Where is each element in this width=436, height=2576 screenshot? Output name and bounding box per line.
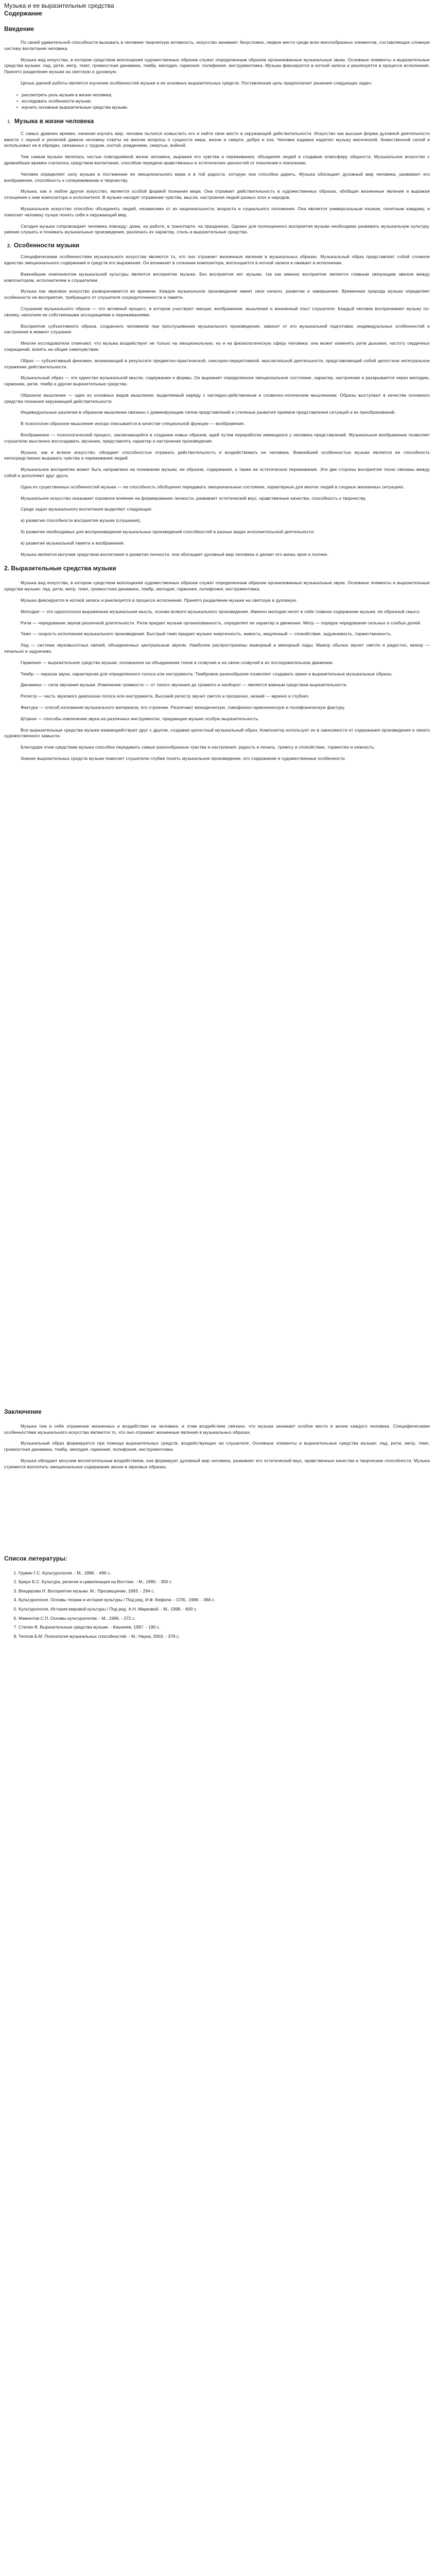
paragraph: Музыкальный образ — это единство музыкальной мысли, содержания и формы. Он выражает определенное эмоциональное состояние, характер, настроение и раскрывается через мелодию, гармонию, ритм, тембр и другие выразительные средства. xyxy=(4,375,430,387)
chapter-3 xyxy=(4,565,430,761)
paragraph: Индивидуальные различия в образном мышлении связаны с доминирующим типом представлений и степенью развития приемов представления ситуаций и их преобразований. xyxy=(21,410,396,415)
paragraph: Музыка вид искусства, в котором средством воплощения художественных образов служат определенным образом организованные музыкальные звуки. Основные элементы и выразительные средства музыки: лад, ритм, метр, темп, громкостная динамика, тембр, мелодия, гармония, полифония, инструментовка. Музыка фиксируется в нотной записи и реализуется в процессе исполнения. Принято разделение музыки на светскую и духовную. xyxy=(4,57,430,75)
references-list xyxy=(4,1570,430,1640)
paragraph: Динамика — сила звучания музыки. Изменение громкости — от тихого звучания до громкого и наоборот — является важным средством выразительности. xyxy=(21,682,347,688)
conclusion-heading: Заключение xyxy=(4,1408,42,1415)
chapter-heading xyxy=(7,117,430,125)
paragraph: Музыка является могучим средством воспитания и развития личности, она обогащает духовный мир человека и делает его жизнь ярче и полнее. xyxy=(21,551,328,557)
paragraph: Тембр — окраска звука, характерная для определенного голоса или инструмента. Тембровое разнообразие позволяет создавать яркие и выразительные музыкальные образы. xyxy=(21,671,393,676)
chapter-heading xyxy=(7,242,430,249)
paragraph: Многие исследователи отмечают, что музыка воздействует не только на эмоциональную, но и на физиологическую сферу человека: она может изменять ритм дыхания, частоту сердечных сокращений, влиять на общее самочувствие. xyxy=(4,341,430,352)
paragraph: Специфическими особенностями музыкального искусства являются то, что оно отражает жизненные явления в музыкальных образах. Музыкальный образ представляет собой сложное единство эмоционального содержания и средств его выражения. Он возникает в сознании композитора, воплощается в нотной записи и оживает в исполнении. xyxy=(4,254,430,265)
paragraph: Слушание музыкального образа — это активный процесс, в котором участвуют эмоции, воображение, мышление и жизненный опыт слушателя. Каждый человек воспринимает музыку по-своему, наполняя ее собственными ассоциациями и переживаниями. xyxy=(4,306,430,317)
paragraph: Музыкальное искусство оказывает огромное влияние на формирование личности, развивает эстетический вкус, нравственные качества, способность к творчеству. xyxy=(21,495,367,501)
blank-space xyxy=(4,767,430,1401)
reference-item: 7. Степин В. Выразительные средства музыки. - Кишинев, 1997. - 190 с. xyxy=(19,1624,430,1631)
paragraph: По своей удивительной способности вызывать в человеке творческую активность, искусство занимает, безусловно, первое место среди всех многообразных элементов, составляющих сложную систему воспитания человека. xyxy=(4,40,430,51)
paragraph: Образное мышление — один из основных видов мышления, выделяемый наряду с наглядно-действенным и словесно-логическим мышлением. Образы выступают в качестве основного средства познания окружающей действительности. xyxy=(4,392,430,404)
paragraph: Целью данной работы является изучение особенностей музыки и ее основных выразительных средств. Поставленная цель предполагает решение следующих задач: xyxy=(21,80,372,86)
reference-item: 2. Браун Б.С. Культура, религия и цивилизация на Востоке. - М., 1990. - 300 с. xyxy=(19,1579,430,1585)
intro-section xyxy=(4,40,430,110)
paragraph: Человек определяет силу музыки в постижении ее эмоционального мира и в той радости, которую она способна дарить. Музыка обогащает духовный мир человека, развивает его воображение, способность к сопереживанию и творчеству. xyxy=(4,171,430,183)
intro-heading: Введение xyxy=(4,25,34,32)
contents-heading: Содержание xyxy=(4,10,42,17)
paragraph: Мелодия — это одноголосно выраженная музыкальная мысль, основа всякого музыкального произведения. Именно мелодия несет в себе главное содержание музыки, ее образный смысл. xyxy=(21,608,421,614)
chapter-title: Особенности музыки xyxy=(13,242,80,249)
paragraph: Музыка вид искусства, в котором средством воплощения художественных образов служат определенным образом организованные музыкальные звуки. Основные элементы и выразительные средства музыки: лад, ритм, метр, темп, громкостная динамика, тембр, мелодия, гармония, полифония, инструментовка. xyxy=(4,580,430,592)
paragraph: Темп — скорость исполнения музыкального произведения. Быстрый темп придает музыке энергичность, живость, медленный — спокойствие, задумчивость, торжественность. xyxy=(21,631,392,637)
paragraph: С самых древних времен, начиная изучать мир, человек пытался осмыслить его и найти свое место в окружающей действительности. Искусство как высшая форма духовной деятельности вместе с наукой и религией давала человеку ответы на многие вопросы о сущности мира, жизни и смерти, добра и зла. Человек издавна наделял музыку магической, божественной силой и использовал ее в обрядах, связанных с трудом, охотой, рождением, смертью, войной. xyxy=(4,130,430,148)
reference-item: 3. Вендерова Н. Восприятие музыки. М.: Просвещение, 1993. - 294 с. xyxy=(19,1588,430,1595)
chapter-number: 2. xyxy=(4,565,10,572)
paragraph: Музыка, как и всякое искусство, обладает способностью отражать действительность и воздействовать на человека. Важнейшей особенностью музыки является ее способность непосредственно выражать чувства и переживания людей. xyxy=(4,449,430,461)
paragraph: Ритм — чередование звуков различной длительности. Ритм придает музыке организованность, определяет ее характер и движение. Метр — порядок чередования сильных и слабых долей. xyxy=(21,620,422,625)
paragraph: Музыкальное восприятие может быть направлено на понимание музыки, ее образов, содержания, а также на эстетическое переживание. Эти две стороны восприятия тесно связаны между собой и дополняют друг друга. xyxy=(4,467,430,479)
list-item: • исследовать особенности музыки; xyxy=(16,98,430,104)
chapter-title: Выразительные средства музыки xyxy=(11,565,116,572)
paragraph: Воображение — психологический процесс, заключающийся в создании новых образов, идей путем переработки имеющихся у человека представлений. Музыкальное воображение позволяет слушателю мысленно воссоздавать звучание, представлять характер и настроение произведения. xyxy=(4,432,430,444)
paragraph: Все выразительные средства музыки взаимодействуют друг с другом, создавая целостный музыкальный образ. Композитор использует их в зависимости от содержания произведения и своего художественного замысла. xyxy=(4,727,430,739)
paragraph: Штрихи — способы извлечения звука на различных инструментах, придающие музыке особую выразительность. xyxy=(21,716,259,721)
paragraph: Одна из существенных особенностей музыки — ее способность обобщенно передавать эмоциональные состояния, характерные для многих людей в сходных жизненных ситуациях. xyxy=(21,484,405,489)
paragraph: В психологии образное мышление иногда описывается в качестве специальной функции — воображения. xyxy=(21,421,245,427)
paragraph: Благодаря этим средствам музыка способна передавать самые разнообразные чувства и настроения: радость и печаль, тревогу и спокойствие, торжество и нежность. xyxy=(21,744,375,750)
paragraph: Фактура — способ изложения музыкального материала, его строение. Различают монодическую, гомофонно-гармоническую и полифоническую фактуру. xyxy=(21,705,345,710)
chapter-1 xyxy=(4,117,430,235)
chapter-number: 2. xyxy=(7,243,11,249)
paragraph: Музыка тем и себе отражение жизненных и воздействия на человека, и этим воздействие связано, что музыка занимает особое место в жизни каждого человека. Специфическими особенностями музыкального искусства являются то, что оно отражает жизненные явления в музыкальных образах. xyxy=(4,1423,430,1435)
paragraph: Музыка как звуковое искусство разворачивается во времени. Каждое музыкальное произведение имеет свое начало, развитие и завершение. Временная природа музыки определяет особенности ее восприятия, требующего от слушателя сосредоточенности и памяти. xyxy=(4,289,430,300)
chapter-2 xyxy=(4,242,430,557)
paragraph: Тем самым музыка являлась частью повседневной жизни человека, выражая его чувства и переживания, объединяя людей и создавая атмосферу общности. Музыкальное искусство с древнейших времен считалось средством воспитания, способом передачи нравственных и эстетических ценностей от поколения к поколению. xyxy=(4,154,430,165)
reference-item: 5. Культурология. История мировой культуры / Под ред. А.Н. Марковой. - М., 1998. - 600 с. xyxy=(19,1606,430,1613)
paragraph: Гармония — выразительное средство музыки, основанное на объединении тонов в созвучия и на связи созвучий в их последовательном движении. xyxy=(21,659,334,665)
blank-space xyxy=(4,1476,430,1548)
paragraph: Музыка обладает могучим воспитательным воздействием, она формирует духовный мир человека, развивает его эстетический вкус, нравственные качества и творческие способности. Музыка стремится воплотить эмоциональное содержание жизни в звуковых образах. xyxy=(4,1458,430,1469)
paragraph: Сегодня музыка сопровождает человека повсюду: дома, на работе, в транспорте, на праздниках. Однако для полноценного восприятия музыки необходимо развивать музыкальную культуру, умение слушать и понимать музыкальные произведения, различать их характер, стиль и выразительные средства. xyxy=(4,223,430,235)
paragraph: Образ — субъективный феномен, возникающий в результате предметно-практической, сенсорно-перцептивной, мыслительной деятельности, представляющий собой целостное интегральное отражение действительности. xyxy=(4,358,430,369)
paragraph: Музыка фиксируется в нотной записи и реализуется в процессе исполнения. Принято разделение музыки на светскую и духовную. xyxy=(21,598,298,603)
chapter-title: Музыка в жизни человека xyxy=(14,117,94,125)
paragraph: Музыкальный образ формируется при помощи выразительных средств, воздействующих на слушателя. Основные элементы и выразительные средства музыки: лад, ритм, метр, темп, громкостная динамика, тембр, мелодия, гармония, полифония, инструментовка. xyxy=(4,1440,430,1452)
list-item: б) развитие необходимых для воспроизведения музыкальных произведений способностей в разных видах исполнительской деятельности; xyxy=(21,529,315,535)
paragraph: Важнейшим компонентом музыкальной культуры является восприятие музыки. Без восприятия нет музыки, так как именно восприятие является главным связующим звеном между композитором, исполнителем и слушателем. xyxy=(4,271,430,283)
references-heading: Список литературы: xyxy=(4,1554,67,1562)
reference-item: 6. Мамонтов С.П. Основы культурологии. - М., 1996. - 272 с. xyxy=(19,1616,430,1622)
references-section xyxy=(4,1555,430,1640)
reference-item: 4. Культурология. Основы теории и история культуры / Под ред. И.Ф. Кефели. - СПб., 1996. - 368 с. xyxy=(19,1597,430,1603)
list-item: • изучить основные выразительные средства музыки. xyxy=(16,104,430,110)
tasks-list xyxy=(16,92,430,110)
paragraph: Регистр — часть звукового диапазона голоса или инструмента. Высокий регистр звучит светло и прозрачно, низкий — мрачно и глубоко. xyxy=(21,693,310,699)
paragraph: Лад — система звуковысотных связей, объединенных центральным звуком. Наиболее распространены мажорный и минорный лады. Мажор обычно звучит светло и радостно, минор — печально и задумчиво. xyxy=(4,642,430,654)
paragraph: Восприятие субъективного образа, созданного человеком при прослушивании музыкального произведения, зависит от его музыкальной подготовки, индивидуальных особенностей и настроения в момент слушания. xyxy=(4,323,430,335)
paragraph: Музыкальное искусство способно объединять людей, независимо от их национальности, возраста и социального положения. Она является универсальным языком, понятным каждому, и помогает человеку лучше понять себя и окружающий мир. xyxy=(4,206,430,217)
reference-item: 1. Грувин Г.С. Культурология. - М., 1996. - 496 с. xyxy=(19,1570,430,1577)
document-title: Музыка и ее выразительные средства xyxy=(4,2,114,9)
reference-item: 8. Теплов Б.М. Психология музыкальных способностей. - М.: Наука, 2003. - 379 с. xyxy=(19,1634,430,1640)
list-item: а) развитие способности восприятия музыки (слушания); xyxy=(21,518,142,523)
chapter-number: 1. xyxy=(7,118,11,124)
list-item: в) развитие музыкальной памяти и воображения. xyxy=(21,540,125,546)
conclusion-section xyxy=(4,1408,430,1470)
chapter-heading xyxy=(4,565,430,572)
paragraph: Знание выразительных средств музыки помогает слушателю глубже понять музыкальное произведение, его содержание и художественные особенности. xyxy=(21,755,346,761)
list-item: • рассмотреть роль музыки в жизни человека; xyxy=(16,92,430,98)
paragraph: Среди задач музыкального воспитания выделяют следующие: xyxy=(21,506,153,512)
paragraph: Музыка, как и любое другое искусство, является особой формой познания мира. Она отражает действительность в художественных образах, обобщая жизненные явления и выражая отношение к ним композитора и исполнителя. В музыке находят отражение чувства, мысли, настроения людей разных эпох и народов. xyxy=(4,189,430,200)
